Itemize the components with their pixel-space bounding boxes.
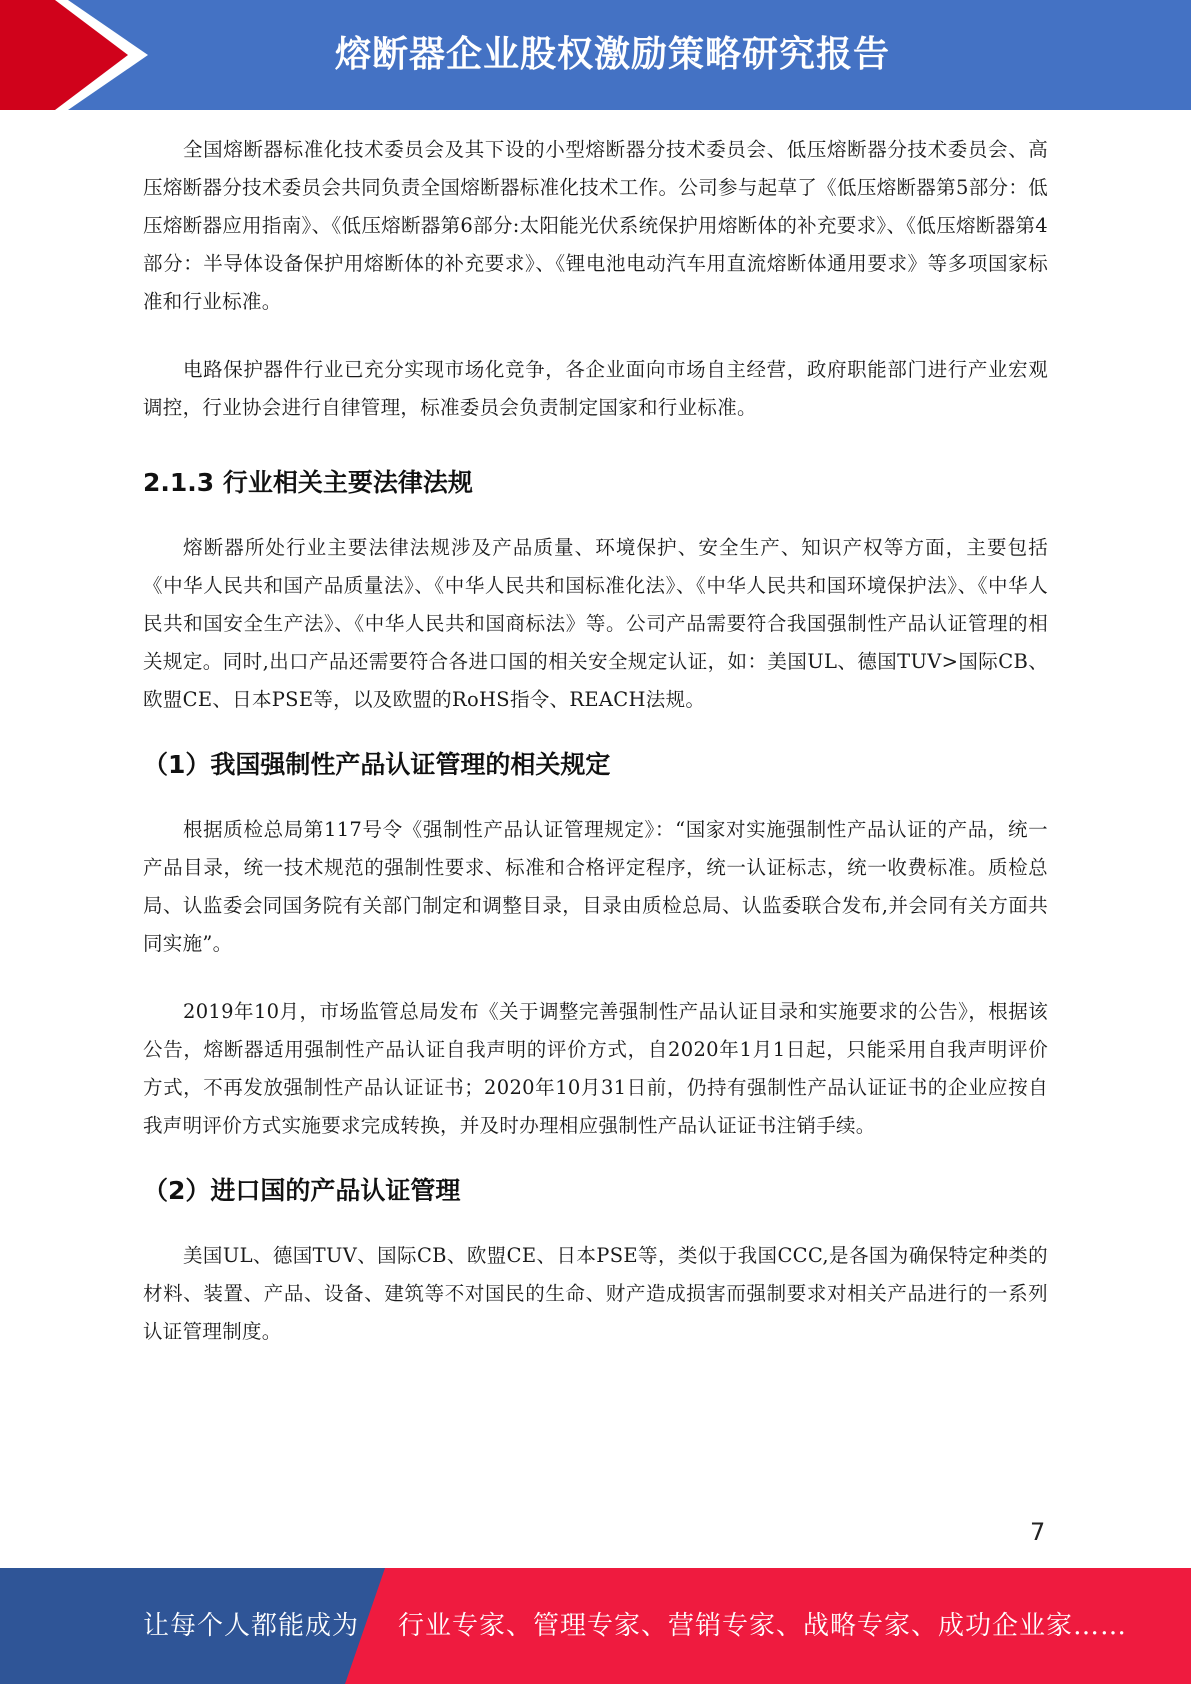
page-header [0,0,1191,110]
paragraph-ccc-regulation: 根据质检总局第117号令《强制性产品认证管理规定》：“国家对实施强制性产品认证的产品，统一产品目录，统一技术规范的强制性要求、标准和合格评定程序，统一认证标志，统一收费标准。质检总局、认监委会同国务院有关部门制定和调整目录，目录由质检总局、认监委联合发布,并会同有关方面共同实施”。 [143,818,1048,955]
page-number: 7 [1030,1518,1046,1546]
paragraph-laws: 熔断器所处行业主要法律法规涉及产品质量、环境保护、安全生产、知识产权等方面，主要包括《中华人民共和国产品质量法》、《中华人民共和国标准化法》、《中华人民共和国环境保护法》、《中华人民共和国安全生产法》、《中华人民共和国商标法》等。公司产品需要符合我国强制性产品认证管理的相关规定。同时,出口产品还需要符合各进口国的相关安全规定认证，如：美国UL、德国TUV>国际CB、欧盟CE、日本PSE等，以及欧盟的RoHS指令、REACH法规。 [143,536,1048,711]
page-footer [0,1568,1191,1684]
subsection-heading-import-certification: （2）进口国的产品认证管理 [143,1176,461,1205]
paragraph-2019-announcement: 2019年10月，市场监管总局发布《关于调整完善强制性产品认证目录和实施要求的公告》，根据该公告，熔断器适用强制性产品认证自我声明的评价方式，自2020年1月1日起，只能采用自我声明评价方式，不再发放强制性产品认证证书；2020年10月31日前，仍持有强制性产品认证证书的企业应按自我声明评价方式实施要求完成转换，并及时办理相应强制性产品认证证书注销手续。 [143,1000,1048,1137]
subsection-heading-ccc: （1）我国强制性产品认证管理的相关规定 [143,750,611,779]
paragraph-import-certification: 美国UL、德国TUV、国际CB、欧盟CE、日本PSE等，类似于我国CCC,是各国为确保特定种类的材料、装置、产品、设备、建筑等不对国民的生命、财产造成损害而强制要求对相关产品进行的一系列认证管理制度。 [143,1244,1048,1343]
document-body [143,131,1048,1351]
footer-slogan-left: 让每个人都能成为 [143,1611,360,1641]
footer-slogan-right: 行业专家、管理专家、营销专家、战略专家、成功企业家…… [398,1611,1128,1641]
report-title: 熔断器企业股权激励策略研究报告 [335,34,891,75]
header-arrow-icon [0,0,160,110]
paragraph-standards-committee: 全国熔断器标准化技术委员会及其下设的小型熔断器分技术委员会、低压熔断器分技术委员会、高压熔断器分技术委员会共同负责全国熔断器标准化技术工作。公司参与起草了《低压熔断器第5部分：低压熔断器应用指南》、《低压熔断器第6部分:太阳能光伏系统保护用熔断体的补充要求》、《低压熔断器第4部分：半导体设备保护用熔断体的补充要求》、《锂电池电动汽车用直流熔断体通用要求》等多项国家标准和行业标准。 [143,138,1048,313]
paragraph-market-competition: 电路保护器件行业已充分实现市场化竞争，各企业面向市场自主经营，政府职能部门进行产业宏观调控，行业协会进行自律管理，标准委员会负责制定国家和行业标准。 [143,358,1048,419]
section-heading-laws: 2.1.3 行业相关主要法律法规 [143,468,473,497]
